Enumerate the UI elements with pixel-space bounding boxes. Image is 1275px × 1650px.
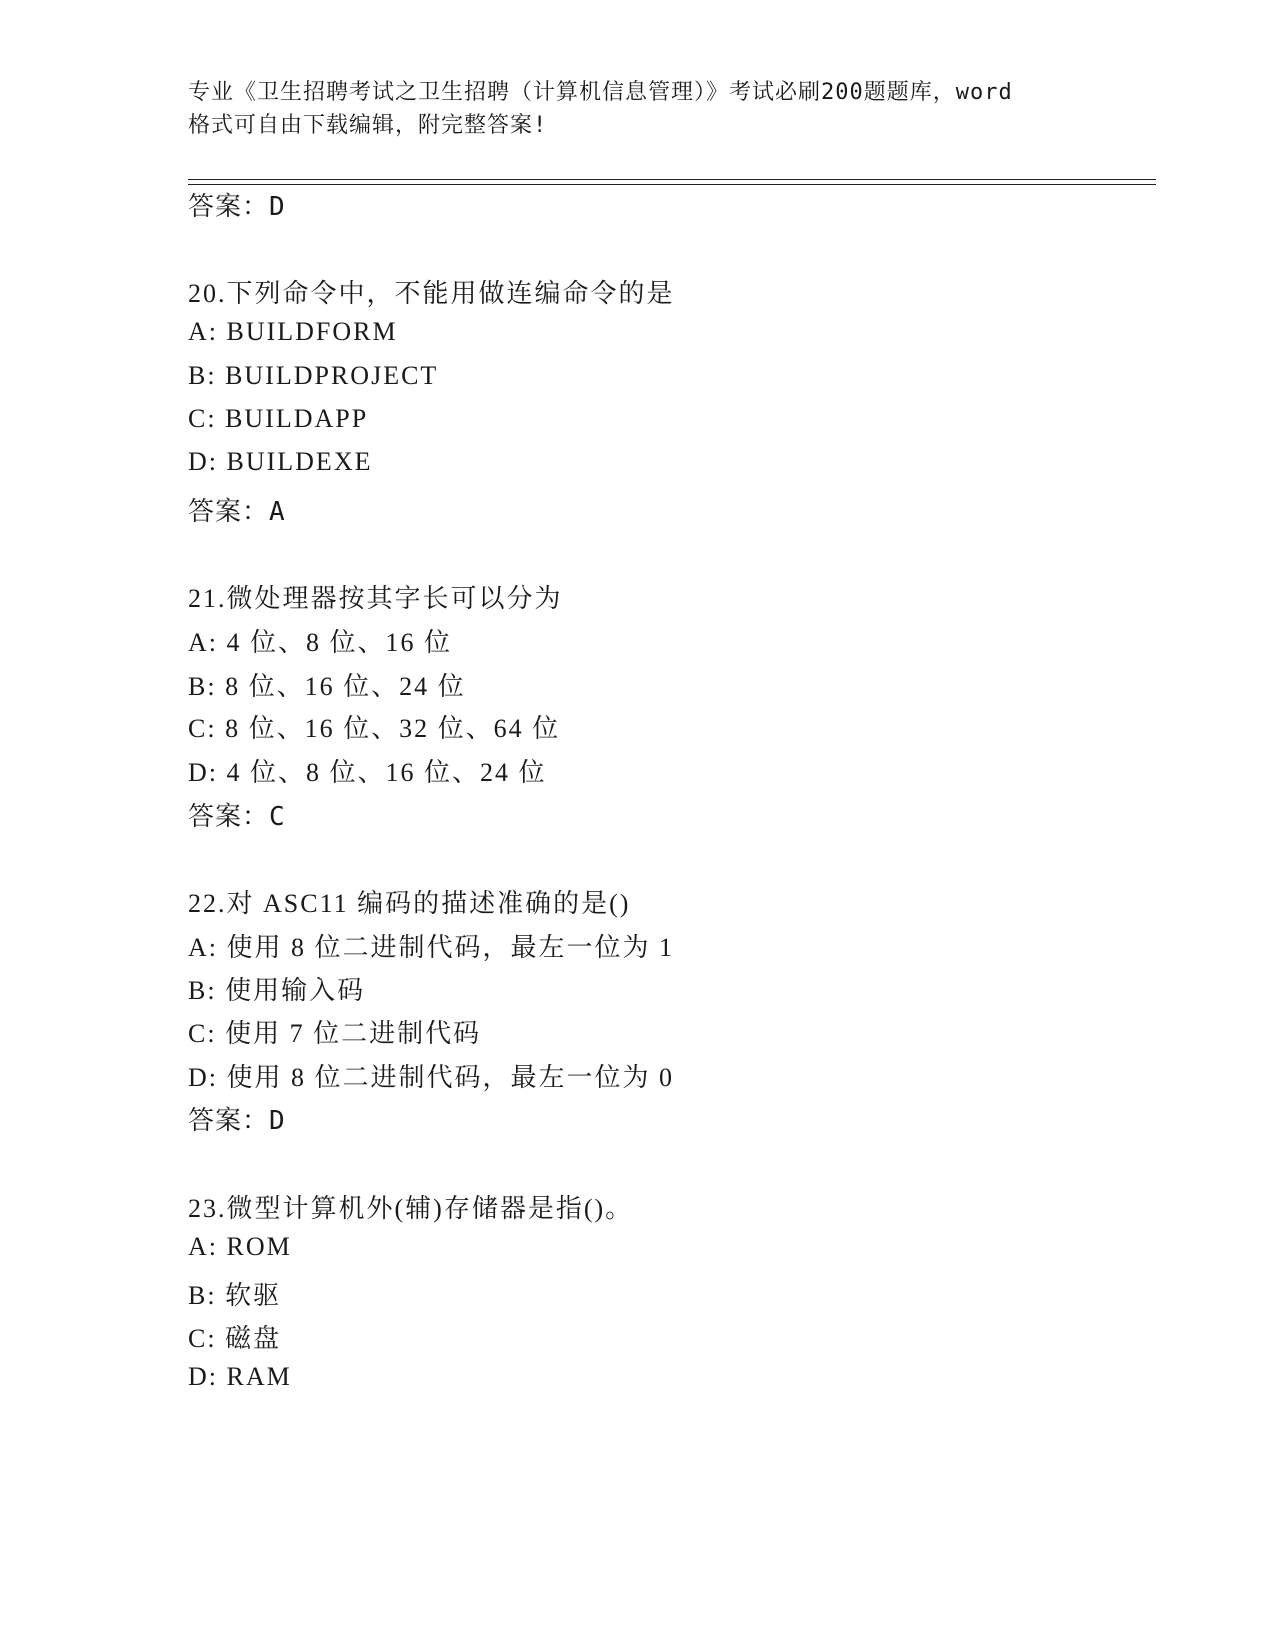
option-c: C: 使用 7 位二进制代码	[188, 1019, 482, 1048]
header-line-1: 专业《卫生招聘考试之卫生招聘（计算机信息管理）》考试必刷200题题库，word	[188, 80, 1013, 105]
option-c: C: BUILDAPP	[188, 404, 369, 433]
question-text: 22.对 ASC11 编码的描述准确的是()	[188, 889, 631, 918]
option-b: B: 8 位、16 位、24 位	[188, 672, 466, 701]
option-c: C: 8 位、16 位、32 位、64 位	[188, 714, 561, 743]
option-d: D: 4 位、8 位、16 位、24 位	[188, 758, 547, 787]
answer-line: 答案：D	[188, 1106, 286, 1136]
header-divider-top	[188, 179, 1156, 180]
header-divider-bottom	[188, 184, 1156, 185]
question-text: 20.下列命令中，不能用做连编命令的是	[188, 279, 675, 308]
option-a: A: 使用 8 位二进制代码，最左一位为 1	[188, 933, 675, 962]
option-a: A: 4 位、8 位、16 位	[188, 628, 453, 657]
answer-line: 答案：A	[188, 497, 286, 527]
question-text: 23.微型计算机外(辅)存储器是指()。	[188, 1194, 634, 1223]
option-b: B: 软驱	[188, 1281, 282, 1310]
question-text: 21.微处理器按其字长可以分为	[188, 584, 563, 613]
option-a: A: BUILDFORM	[188, 317, 398, 346]
answer-line: 答案：C	[188, 802, 286, 832]
option-b: B: 使用输入码	[188, 976, 366, 1005]
option-b: B: BUILDPROJECT	[188, 361, 439, 390]
document-header	[188, 76, 1088, 142]
option-c: C: 磁盘	[188, 1324, 282, 1353]
answer-line: 答案：D	[188, 192, 286, 222]
option-d: D: 使用 8 位二进制代码，最左一位为 0	[188, 1063, 675, 1092]
option-a: A: ROM	[188, 1232, 292, 1261]
header-line-2: 格式可自由下载编辑，附完整答案!	[188, 113, 548, 138]
option-d: D: BUILDEXE	[188, 447, 373, 476]
option-d: D: RAM	[188, 1362, 292, 1391]
